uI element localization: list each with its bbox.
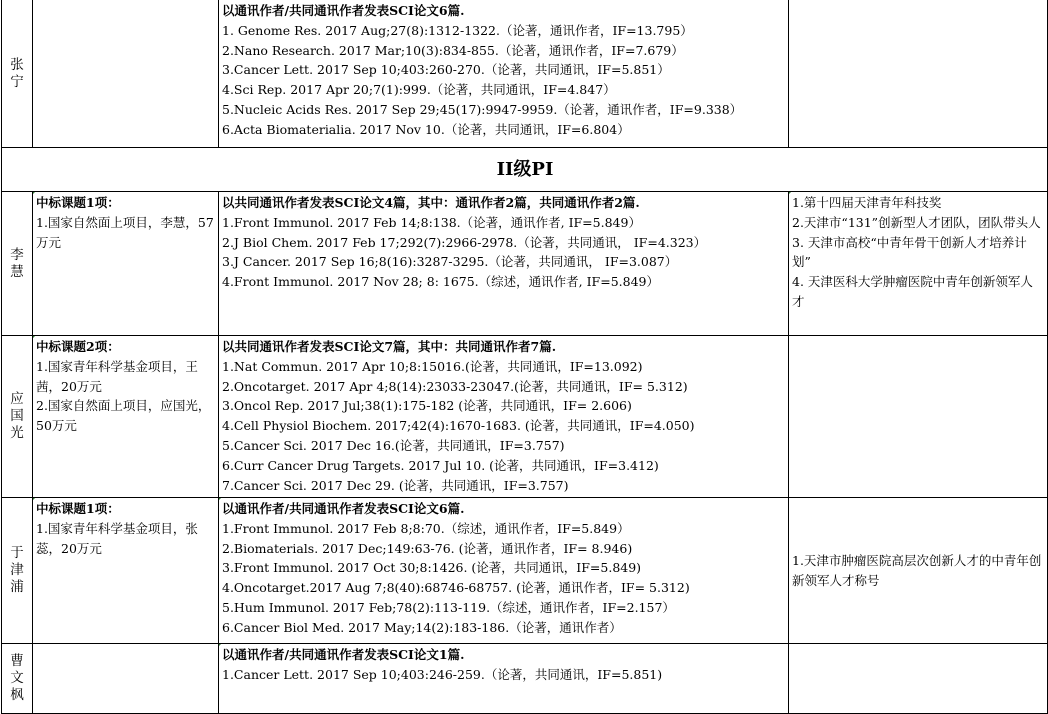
paper-item: 1.Cancer Lett. 2017 Sep 10;403:246-259.（论著，共同通讯，IF=5.851) (222, 666, 663, 682)
grant-item: 1.国家青年科学基金项目，张蕊，20万元 (36, 520, 198, 556)
honor-item: 3. 天津市高校“中青年骨干创新人才培养计划” (792, 234, 1027, 270)
pi-table (1, 0, 1048, 714)
name-char: 浦 (10, 579, 24, 595)
paper-item: 2.Biomaterials. 2017 Dec;149:63-76. (论著，通讯作者，IF= 8.946) (222, 540, 633, 556)
papers-summary: 以共同通讯作者发表SCI论文4篇，其中：通讯作者2篇，共同通讯作者2篇. (222, 195, 640, 210)
paper-item: 2.Nano Research. 2017 Mar;10(3):834-855.（论著，通讯作者，IF=7.679） (222, 42, 684, 58)
table-row (2, 336, 1048, 498)
paper-item: 5.Cancer Sci. 2017 Dec 16.(论著，共同通讯，IF=3.757) (222, 437, 565, 453)
grants-summary: 中标课题2项： (36, 339, 120, 354)
name-cell (2, 336, 33, 498)
honor-item: 1.第十四届天津青年科技奖 (792, 195, 942, 210)
grants-cell (33, 192, 219, 336)
grants-cell (33, 336, 219, 498)
papers-summary: 以通讯作者/共同通讯作者发表SCI论文6篇. (222, 3, 465, 18)
paper-item: 3.Cancer Lett. 2017 Sep 10;403:260-270.（论著，共同通讯，IF=5.851） (222, 62, 670, 78)
name-char: 津 (10, 562, 24, 578)
table-row (2, 0, 1048, 148)
honor-item: 4. 天津医科大学肿瘤医院中青年创新领军人才 (792, 274, 1033, 309)
table-row (2, 644, 1048, 714)
honors-cell (789, 336, 1048, 498)
name-char: 国 (10, 408, 24, 424)
paper-item: 2.Oncotarget. 2017 Apr 4;8(14):23033-23047.(论著，共同通讯，IF= 5.312) (222, 378, 688, 394)
grants-cell (33, 0, 219, 148)
name-char: 文 (10, 670, 24, 686)
honor-item: 2.天津市“131”创新型人才团队，团队带头人 (792, 214, 1041, 230)
grants-summary: 中标课题1项： (36, 195, 120, 210)
papers-summary: 以通讯作者/共同通讯作者发表SCI论文6篇. (222, 501, 465, 516)
name-char: 光 (10, 425, 24, 441)
paper-item: 1.Nat Commun. 2017 Apr 10;8:15016.(论著，共同通讯，IF=13.092) (222, 358, 643, 374)
honors-cell (789, 0, 1048, 148)
honors-cell (789, 644, 1048, 714)
name-cell (2, 644, 33, 714)
honor-item: 1.天津市肿瘤医院高层次创新人才的中青年创新领军人才称号 (792, 553, 1042, 588)
papers-cell (219, 498, 789, 644)
table-row (2, 498, 1048, 644)
paper-item: 4.Oncotarget.2017 Aug 7;8(40):68746-68757. (论著，通讯作者，IF= 5.312) (222, 580, 690, 596)
paper-item: 2.J Biol Chem. 2017 Feb 17;292(7):2966-2978.（论著，共同通讯， IF=4.323） (222, 234, 707, 250)
section-row (2, 148, 1048, 192)
grants-cell (33, 498, 219, 644)
paper-item: 3.J Cancer. 2017 Sep 16;8(16):3287-3295.（论著，共同通讯， IF=3.087） (222, 254, 678, 270)
paper-item: 4.Sci Rep. 2017 Apr 20;7(1):999.（论著，共同通讯，IF=4.847） (222, 82, 616, 98)
name-char: 宁 (10, 73, 24, 90)
grants-cell (33, 644, 219, 714)
paper-item: 5.Nucleic Acids Res. 2017 Sep 29;45(17):9947-9959.（论著，通讯作者，IF=9.338） (222, 101, 743, 117)
name-cell (2, 0, 33, 148)
paper-item: 4.Cell Physiol Biochem. 2017;42(4):1670-1683. (论著，共同通讯，IF=4.050) (222, 418, 695, 434)
name-char: 慧 (10, 263, 24, 280)
papers-summary: 以通讯作者/共同通讯作者发表SCI论文1篇. (222, 647, 465, 662)
name-cell (2, 498, 33, 644)
name-char: 于 (10, 545, 24, 561)
paper-item: 1.Front Immunol. 2017 Feb 8;8:70.（综述，通讯作者，IF=5.849） (222, 520, 630, 536)
paper-item: 4.Front Immunol. 2017 Nov 28; 8: 1675.（综述，通讯作者, IF=5.849） (222, 274, 659, 290)
papers-summary: 以共同通讯作者发表SCI论文7篇，其中：共同通讯作者7篇. (222, 339, 557, 354)
name-char: 李 (10, 246, 24, 263)
paper-item: 5.Hum Immunol. 2017 Feb;78(2):113-119.（综述，通讯作者，IF=2.157） (222, 599, 675, 615)
grants-summary: 中标课题1项： (36, 501, 120, 516)
papers-cell (219, 0, 789, 148)
paper-item: 6.Curr Cancer Drug Targets. 2017 Jul 10. (论著，共同通讯，IF=3.412) (222, 457, 659, 473)
honors-cell (789, 498, 1048, 644)
grant-item: 1.国家青年科学基金项目，王茜，20万元 (36, 358, 198, 394)
name-cell (2, 192, 33, 336)
table-row (2, 192, 1048, 336)
paper-item: 6.Acta Biomaterialia. 2017 Nov 10.（论著，共同通讯，IF=6.804） (222, 121, 630, 137)
name-char: 曹 (10, 653, 24, 669)
paper-item: 1.Front Immunol. 2017 Feb 14;8:138.（论著，通讯作者, IF=5.849） (222, 214, 641, 230)
paper-item: 1. Genome Res. 2017 Aug;27(8):1312-1322.（论著，通讯作者，IF=13.795） (222, 22, 693, 38)
papers-cell (219, 644, 789, 714)
paper-item: 3.Oncol Rep. 2017 Jul;38(1):175-182 (论著，共同通讯，IF= 2.606) (222, 398, 632, 414)
paper-item: 6.Cancer Biol Med. 2017 May;14(2):183-186.（论著，通讯作者） (222, 619, 622, 635)
name-char: 枫 (10, 687, 24, 703)
papers-cell (219, 192, 789, 336)
grant-item: 1.国家自然面上项目，李慧，57万元 (36, 214, 214, 250)
honors-cell (789, 192, 1048, 336)
paper-item: 3.Front Immunol. 2017 Oct 30;8:1426. (论著，共同通讯，IF=5.849) (222, 560, 642, 576)
name-char: 张 (10, 56, 24, 73)
grant-item: 2.国家自然面上项目，应国光，50万元 (36, 398, 211, 434)
section-title: II级PI (2, 148, 1048, 192)
papers-cell (219, 336, 789, 498)
paper-item: 7.Cancer Sci. 2017 Dec 29. (论著，共同通讯，IF=3.757) (222, 477, 569, 493)
name-char: 应 (10, 391, 24, 407)
